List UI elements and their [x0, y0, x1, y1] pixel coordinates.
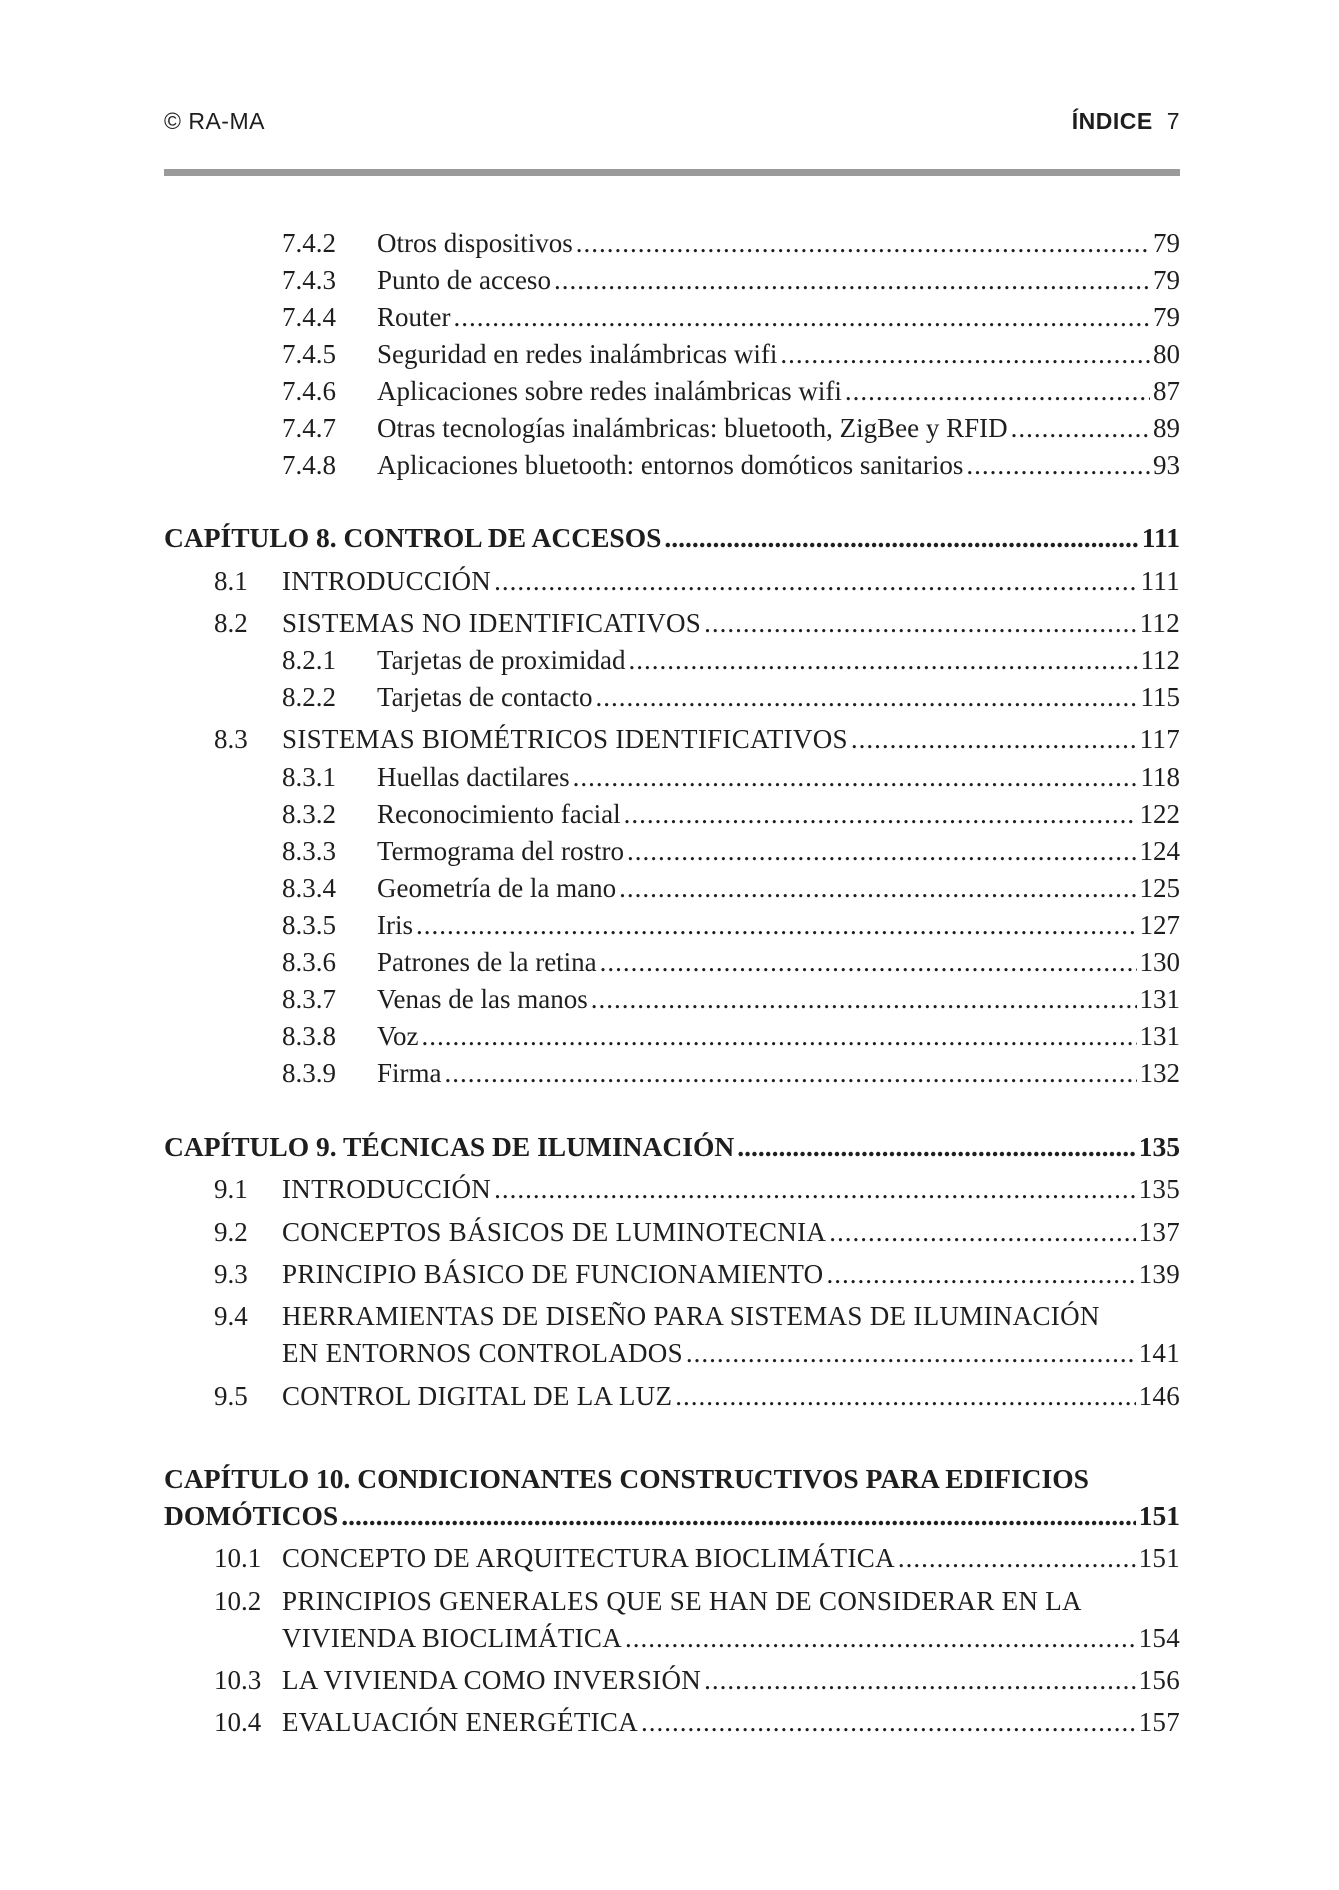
- section-heading: [1072, 108, 1180, 135]
- toc-entry-7-4-7[interactable]: [164, 412, 1180, 444]
- entry-page: 79: [1153, 265, 1180, 295]
- toc-entry-7-4-4[interactable]: [164, 301, 1180, 333]
- dot-leader: [686, 1337, 1136, 1369]
- entry-title: SISTEMAS BIOMÉTRICOS IDENTIFICATIVOS: [282, 724, 848, 754]
- dot-leader: [573, 761, 1138, 793]
- entry-title-line-1: PRINCIPIOS GENERALES QUE SE HAN DE CONSIDERAR EN LA: [282, 1586, 1082, 1616]
- toc-entry-8-2[interactable]: [164, 607, 1180, 639]
- entry-title: Router: [377, 302, 451, 332]
- entry-page: 156: [1138, 1665, 1180, 1695]
- entry-page: 131: [1139, 984, 1180, 1014]
- toc-chapter-10[interactable]: [164, 1500, 1180, 1532]
- toc-entry-8-1[interactable]: [164, 565, 1180, 597]
- entry-number: 9.4: [214, 1301, 248, 1331]
- entry-title: Punto de acceso: [377, 265, 551, 295]
- entry-number: 9.1: [214, 1174, 248, 1204]
- toc-entry-9-1[interactable]: [164, 1173, 1180, 1205]
- entry-title: Aplicaciones bluetooth: entornos domóticos sanitarios: [377, 450, 964, 480]
- dot-leader: [1011, 412, 1150, 444]
- entry-page: 122: [1139, 799, 1180, 829]
- toc-entry-8-3[interactable]: [164, 723, 1180, 755]
- dot-leader: [596, 681, 1138, 713]
- entry-title-line-2: EN ENTORNOS CONTROLADOS: [282, 1338, 683, 1368]
- dot-leader: [576, 227, 1150, 259]
- entry-title: CONCEPTO DE ARQUITECTURA BIOCLIMÁTICA: [282, 1543, 895, 1573]
- dot-leader: [629, 644, 1138, 676]
- entry-number: 8.3.1: [282, 762, 336, 792]
- entry-page: 124: [1139, 836, 1180, 866]
- dot-leader: [494, 1173, 1136, 1205]
- toc-entry-9-4[interactable]: [164, 1300, 1180, 1332]
- dot-leader: [445, 1057, 1137, 1089]
- toc-entry-7-4-6[interactable]: [164, 375, 1180, 407]
- entry-page: 146: [1138, 1381, 1180, 1411]
- entry-title: Seguridad en redes inalámbricas wifi: [377, 339, 778, 369]
- entry-page: 151: [1138, 1543, 1180, 1573]
- publisher-mark: © RA-MA: [164, 108, 265, 134]
- entry-number: 7.4.2: [282, 228, 336, 258]
- entry-title: CONCEPTOS BÁSICOS DE LUMINOTECNIA: [282, 1217, 827, 1247]
- entry-number: 8.3.9: [282, 1058, 336, 1088]
- entry-title-line-1: HERRAMIENTAS DE DISEÑO PARA SISTEMAS DE ILUMINACIÓN: [282, 1301, 1100, 1331]
- chapter-title: CAPÍTULO 8. CONTROL DE ACCESOS: [164, 522, 662, 553]
- entry-title: Tarjetas de proximidad: [377, 645, 626, 675]
- entry-page: 80: [1153, 339, 1180, 369]
- entry-number: 8.2: [214, 608, 248, 638]
- entry-title: Otros dispositivos: [377, 228, 573, 258]
- entry-number: 7.4.7: [282, 413, 336, 443]
- dot-leader: [851, 723, 1137, 755]
- entry-page: 139: [1138, 1259, 1180, 1289]
- dot-leader: [827, 1258, 1136, 1290]
- chapter-title-line-2: DOMÓTICOS: [164, 1500, 339, 1531]
- dot-leader: [591, 983, 1137, 1015]
- toc-entry-8-3-9[interactable]: [164, 1057, 1180, 1089]
- dot-leader: [704, 607, 1136, 639]
- entry-title: Otras tecnologías inalámbricas: bluetooth, ZigBee y RFID: [377, 413, 1008, 443]
- dot-leader: [664, 522, 1138, 554]
- entry-page: 130: [1139, 947, 1180, 977]
- entry-page: 141: [1138, 1338, 1180, 1368]
- entry-title: Geometría de la mano: [377, 873, 617, 903]
- entry-page: 79: [1153, 302, 1180, 332]
- entry-number: 10.3: [214, 1665, 262, 1695]
- toc-entry-8-3-8[interactable]: [164, 1020, 1180, 1052]
- entry-title: SISTEMAS NO IDENTIFICATIVOS: [282, 608, 702, 638]
- dot-leader: [675, 1380, 1135, 1412]
- toc-entry-10-2[interactable]: [164, 1585, 1180, 1617]
- entry-number: 8.1: [214, 566, 248, 596]
- toc-chapter-10-line-1[interactable]: CAPÍTULO 10. CONDICIONANTES CONSTRUCTIVOS PARA EDIFICIOS: [164, 1463, 1089, 1494]
- entry-title: Aplicaciones sobre redes inalámbricas wifi: [377, 376, 842, 406]
- entry-title: Tarjetas de contacto: [377, 682, 593, 712]
- entry-page: 111: [1140, 566, 1180, 596]
- dot-leader: [625, 1622, 1136, 1654]
- entry-page: 154: [1138, 1623, 1180, 1653]
- dot-leader: [619, 872, 1136, 904]
- dot-leader: [704, 1664, 1136, 1696]
- dot-leader: [494, 565, 1138, 597]
- entry-number: 8.3.5: [282, 910, 336, 940]
- chapter-page: 135: [1138, 1131, 1180, 1162]
- dot-leader: [737, 1131, 1136, 1163]
- entry-page: 112: [1139, 608, 1180, 638]
- toc-entry-7-4-8[interactable]: [164, 449, 1180, 481]
- toc-entry-7-4-5[interactable]: [164, 338, 1180, 370]
- dot-leader: [641, 1706, 1136, 1738]
- dot-leader: [829, 1216, 1135, 1248]
- page-number: 7: [1166, 108, 1180, 134]
- entry-title: Venas de las manos: [377, 984, 588, 1014]
- toc-entry-8-3-3[interactable]: [164, 835, 1180, 867]
- entry-page: 118: [1140, 762, 1180, 792]
- entry-page: 132: [1139, 1058, 1180, 1088]
- dot-leader: [624, 798, 1137, 830]
- entry-number: 8.2.1: [282, 645, 336, 675]
- dot-leader: [966, 449, 1150, 481]
- toc-entry-9-3[interactable]: [164, 1258, 1180, 1290]
- entry-title: PRINCIPIO BÁSICO DE FUNCIONAMIENTO: [282, 1259, 824, 1289]
- toc-entry-8-3-4[interactable]: [164, 872, 1180, 904]
- toc-entry-9-4-continued[interactable]: [164, 1337, 1180, 1369]
- entry-number: 8.3.3: [282, 836, 336, 866]
- entry-page: 79: [1153, 228, 1180, 258]
- dot-leader: [627, 835, 1136, 867]
- entry-page: 125: [1139, 873, 1180, 903]
- toc-entry-9-5[interactable]: [164, 1380, 1180, 1412]
- entry-number: 10.2: [214, 1586, 262, 1616]
- dot-leader: [416, 909, 1137, 941]
- toc-entry-8-3-1[interactable]: [164, 761, 1180, 793]
- toc-entry-10-2-continued[interactable]: [164, 1622, 1180, 1654]
- entry-number: 7.4.6: [282, 376, 336, 406]
- toc-entry-8-3-7[interactable]: [164, 983, 1180, 1015]
- toc-entry-8-2-2[interactable]: [164, 681, 1180, 713]
- entry-page: 89: [1153, 413, 1180, 443]
- dot-leader: [780, 338, 1150, 370]
- section-label: ÍNDICE: [1071, 108, 1153, 134]
- header-rule: [164, 169, 1180, 176]
- entry-title: INTRODUCCIÓN: [282, 1174, 492, 1204]
- chapter-page: 111: [1141, 522, 1180, 553]
- entry-title: Voz: [377, 1021, 419, 1051]
- dot-leader: [554, 264, 1150, 296]
- entry-number: 8.3: [214, 724, 248, 754]
- toc-entry-9-2[interactable]: [164, 1216, 1180, 1248]
- toc-entry-8-3-6[interactable]: [164, 946, 1180, 978]
- toc-entry-8-3-5[interactable]: [164, 909, 1180, 941]
- toc-entry-10-4[interactable]: [164, 1706, 1180, 1738]
- toc-chapter-8[interactable]: [164, 522, 1180, 554]
- entry-number: 8.3.7: [282, 984, 336, 1014]
- dot-leader: [898, 1542, 1136, 1574]
- entry-number: 10.4: [214, 1707, 262, 1737]
- dot-leader: [454, 301, 1151, 333]
- entry-title: Termograma del rostro: [377, 836, 625, 866]
- entry-title: Patrones de la retina: [377, 947, 597, 977]
- toc-entry-10-3[interactable]: [164, 1664, 1180, 1696]
- entry-number: 9.3: [214, 1259, 248, 1289]
- entry-number: 7.4.8: [282, 450, 336, 480]
- entry-title: EVALUACIÓN ENERGÉTICA: [282, 1707, 639, 1737]
- toc-entry-7-4-2[interactable]: [164, 227, 1180, 259]
- entry-number: 7.4.4: [282, 302, 336, 332]
- entry-number: 7.4.5: [282, 339, 336, 369]
- entry-number: 9.2: [214, 1217, 248, 1247]
- entry-number: 8.3.8: [282, 1021, 336, 1051]
- entry-number: 9.5: [214, 1381, 248, 1411]
- entry-number: 8.2.2: [282, 682, 336, 712]
- chapter-page: 151: [1138, 1500, 1180, 1531]
- dot-leader: [341, 1500, 1136, 1532]
- entry-title: Iris: [377, 910, 413, 940]
- dot-leader: [845, 375, 1150, 407]
- entry-title: LA VIVIENDA COMO INVERSIÓN: [282, 1665, 702, 1695]
- entry-page: 112: [1140, 645, 1180, 675]
- entry-title: Huellas dactilares: [377, 762, 570, 792]
- entry-page: 157: [1138, 1707, 1180, 1737]
- entry-page: 115: [1140, 682, 1180, 712]
- dot-leader: [600, 946, 1137, 978]
- entry-number: 8.3.6: [282, 947, 336, 977]
- entry-page: 137: [1138, 1217, 1180, 1247]
- entry-title: CONTROL DIGITAL DE LA LUZ: [282, 1381, 673, 1411]
- entry-title: Reconocimiento facial: [377, 799, 621, 829]
- entry-page: 127: [1139, 910, 1180, 940]
- entry-title-line-2: VIVIENDA BIOCLIMÁTICA: [282, 1623, 623, 1653]
- entry-page: 135: [1138, 1174, 1180, 1204]
- dot-leader: [422, 1020, 1137, 1052]
- entry-page: 93: [1153, 450, 1180, 480]
- toc-entry-8-3-2[interactable]: [164, 798, 1180, 830]
- entry-title: Firma: [377, 1058, 442, 1088]
- entry-page: 117: [1139, 724, 1180, 754]
- entry-page: 131: [1139, 1021, 1180, 1051]
- entry-number: 7.4.3: [282, 265, 336, 295]
- running-header: [164, 108, 1180, 138]
- toc-entry-10-1[interactable]: [164, 1542, 1180, 1574]
- toc-chapter-9[interactable]: [164, 1131, 1180, 1163]
- entry-number: 10.1: [214, 1543, 262, 1573]
- toc-entry-8-2-1[interactable]: [164, 644, 1180, 676]
- entry-number: 8.3.4: [282, 873, 336, 903]
- entry-page: 87: [1153, 376, 1180, 406]
- toc-entry-7-4-3[interactable]: [164, 264, 1180, 296]
- chapter-title: CAPÍTULO 9. TÉCNICAS DE ILUMINACIÓN: [164, 1131, 735, 1162]
- entry-number: 8.3.2: [282, 799, 336, 829]
- entry-title: INTRODUCCIÓN: [282, 566, 492, 596]
